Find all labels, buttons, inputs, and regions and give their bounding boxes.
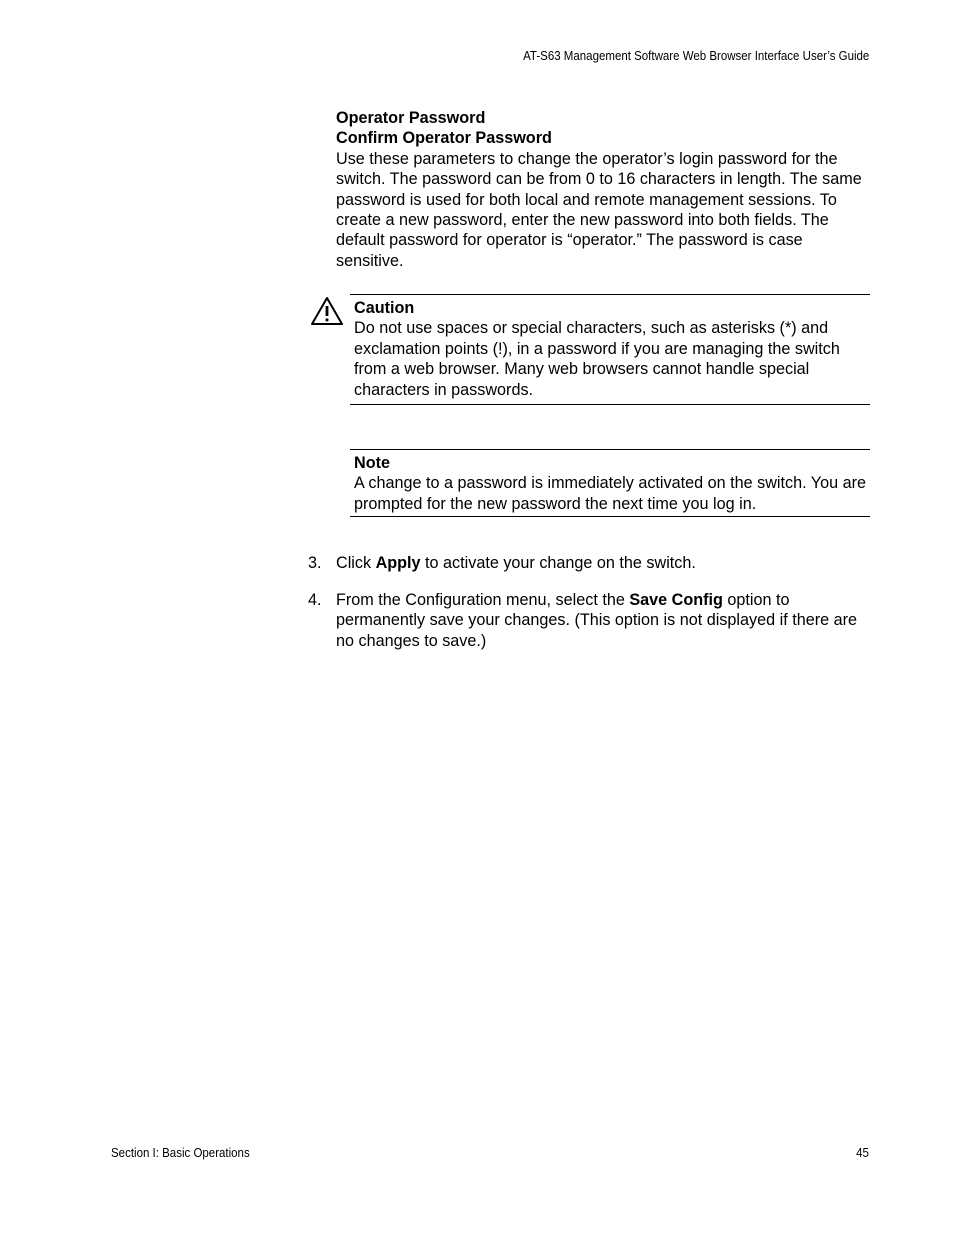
parameter-name-operator-password: Operator Password bbox=[336, 109, 486, 127]
caution-title: Caution bbox=[354, 299, 415, 317]
note-box bbox=[350, 449, 870, 517]
parameter-block bbox=[336, 108, 870, 271]
warning-triangle-icon bbox=[310, 296, 344, 326]
step-3 bbox=[308, 553, 870, 573]
parameter-description: Use these parameters to change the operator’s login password for the switch. The password can be from 0 to 16 characters in length. The same password is used for both local and remote management sessions. To create a new password, enter the new password into both fields. The default password for operator is “operator.” The password is case sensitive. bbox=[336, 149, 862, 270]
step-text-suffix: to activate your change on the switch. bbox=[420, 554, 696, 572]
step-number: 4. bbox=[308, 591, 322, 609]
step-4 bbox=[308, 590, 870, 651]
caution-body: Do not use spaces or special characters, such as asterisks (*) and exclamation points (!), in a password if you are managing the switch from a web browser. Many web browsers cannot handle special characters in passwords. bbox=[354, 319, 840, 399]
note-body: A change to a password is immediately activated on the switch. You are prompted for the new password the next time you log in. bbox=[354, 474, 866, 513]
footer-page-number: 45 bbox=[856, 1146, 869, 1160]
caution-box bbox=[350, 294, 870, 405]
step-number: 3. bbox=[308, 554, 322, 572]
step-text bbox=[336, 553, 870, 573]
footer-section: Section I: Basic Operations bbox=[111, 1146, 250, 1160]
step-text-prefix: Click bbox=[336, 554, 376, 572]
step-text-suffix: option to permanently save your changes. (This option is not displayed if there are no changes to save.) bbox=[336, 591, 857, 650]
step-text-prefix: From the Configuration menu, select the bbox=[336, 591, 630, 609]
step-text bbox=[336, 590, 870, 651]
note-title: Note bbox=[354, 454, 390, 472]
parameter-name-confirm-operator-password: Confirm Operator Password bbox=[336, 129, 552, 148]
step-ui-term-save-config: Save Config bbox=[629, 591, 723, 609]
step-ui-term-apply: Apply bbox=[375, 554, 421, 572]
running-header: AT-S63 Management Software Web Browser Interface User’s Guide bbox=[522, 49, 869, 63]
